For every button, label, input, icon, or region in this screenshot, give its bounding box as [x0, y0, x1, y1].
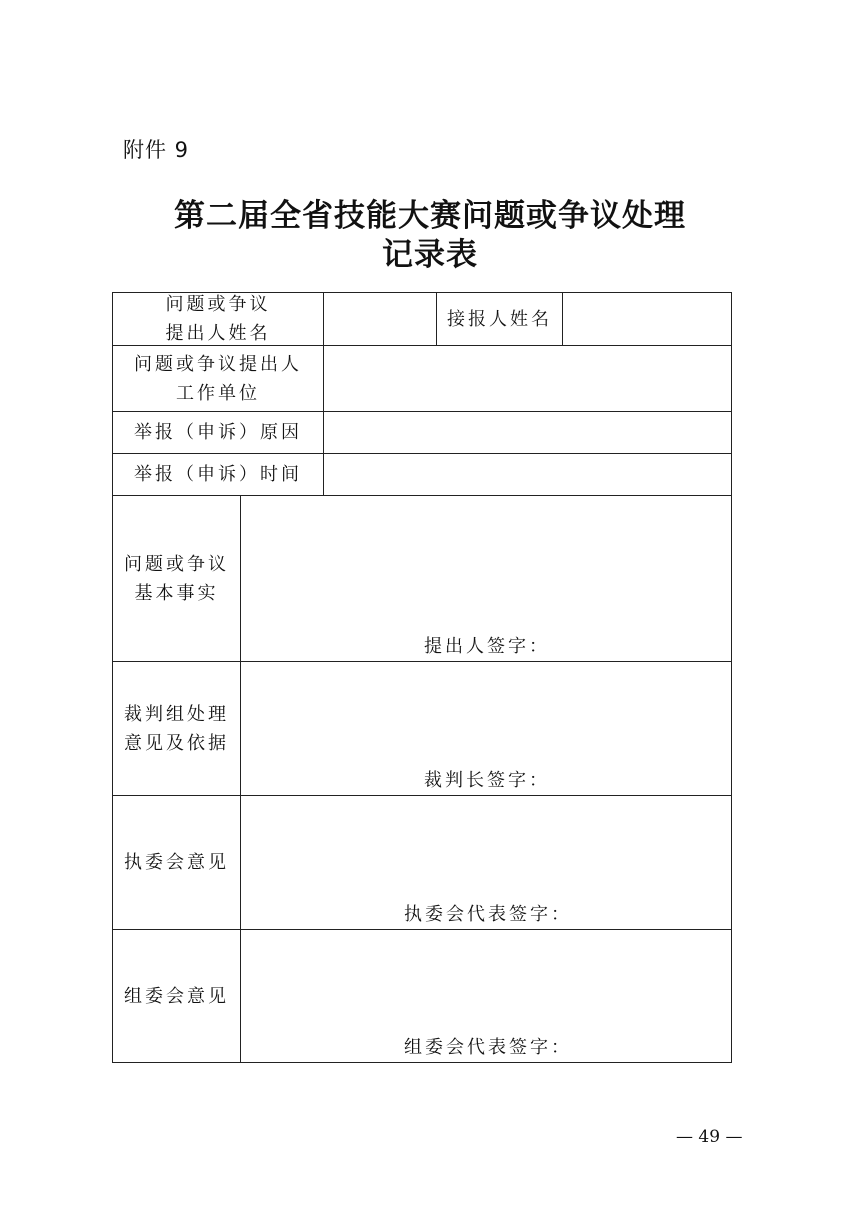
- basic-facts-label: [113, 496, 240, 661]
- table-border-right: [731, 292, 732, 1063]
- receiver-name-field[interactable]: [563, 293, 731, 345]
- attachment-label: 附件 9: [123, 138, 190, 162]
- page-number: — 49 —: [676, 1127, 743, 1147]
- chief-referee-signature-label: 裁判长签字：: [424, 770, 550, 791]
- proposer-signature-label: 提出人签字：: [424, 636, 550, 657]
- receiver-name-label: 接报人姓名: [447, 308, 552, 330]
- document-title: 第二届全省技能大赛问题或争议处理: [174, 198, 686, 234]
- report-time-field[interactable]: [324, 454, 731, 495]
- organizing-committee-opinion-label: 组委会意见: [124, 985, 229, 1007]
- proposer-workplace-label: [113, 346, 323, 411]
- proposer-workplace-field[interactable]: [324, 346, 731, 411]
- organizing-representative-signature-label: 组委会代表签字：: [404, 1037, 572, 1058]
- label-line: 问题或争议提出人: [134, 353, 302, 375]
- document-title-line2: 记录表: [382, 237, 478, 273]
- label-line: 问题或争议: [165, 294, 271, 315]
- executive-committee-opinion-label: 执委会意见: [124, 852, 229, 873]
- label-line: 裁判组处理: [124, 703, 229, 725]
- label-line: 意见及依据: [124, 732, 229, 754]
- referee-opinion-label: [113, 662, 240, 795]
- executive-representative-signature-label: 执委会代表签字：: [404, 904, 572, 925]
- label-line: 问题或争议: [124, 553, 229, 575]
- report-time-label: 举报（申诉）时间: [134, 464, 302, 485]
- table-border-bottom: [112, 1062, 732, 1063]
- proposer-name-label: [113, 293, 323, 345]
- proposer-name-field[interactable]: [324, 293, 436, 345]
- label-line: 基本事实: [134, 582, 219, 604]
- label-line: 工作单位: [176, 382, 260, 404]
- label-line: 提出人姓名: [165, 323, 271, 344]
- report-reason-label: 举报（申诉）原因: [134, 422, 302, 443]
- report-reason-field[interactable]: [324, 412, 731, 453]
